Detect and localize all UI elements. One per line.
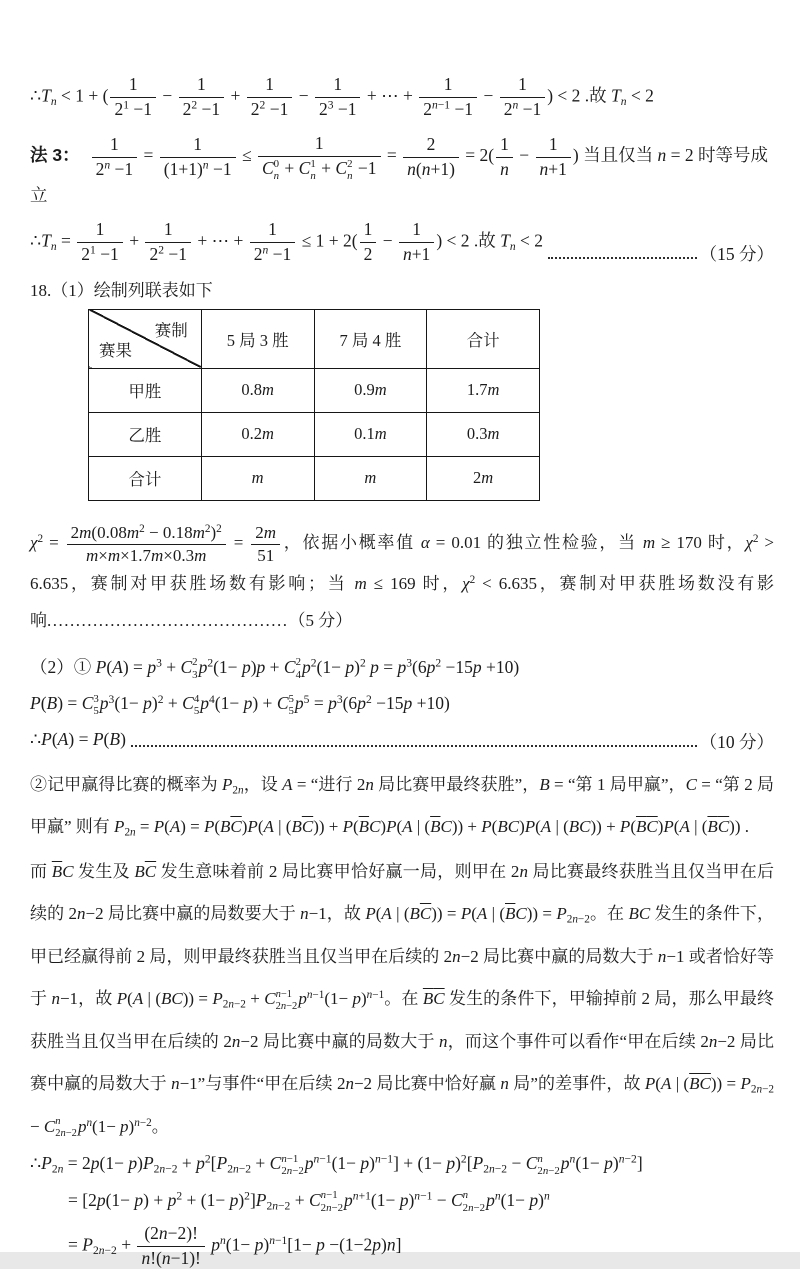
table-cell: 2m (427, 456, 540, 500)
table-header-row (89, 309, 540, 368)
probability-setup-paragraph: ②记甲赢得比赛的概率为 $P_{2n}$，设 A = “进行 2n 局比赛甲最终获胜”，B = “第 1 局甲赢”，C = “第 2 局甲赢” 则有 $P_{2n} = P(A) = P(B\overline{C})P(A$ | $(B\overline{C})) + P(\overline{B}C)P(A$ | $(\overline{B}C)) + P(BC)P(A$ | $(BC)) + P(\overline{B}\overline{C})P(A$ | $(\overline{B}\overline{C})$) . (30, 774, 775, 839)
chi-square-paragraph (30, 523, 774, 640)
dotted-leader (548, 257, 697, 259)
table-cell: 0.3m (427, 412, 540, 456)
table-cell: m (314, 456, 427, 500)
pa-pb-equal-formula: ∴P(A) = P(B) (30, 728, 126, 749)
probability-analysis-paragraph: 而 $\overline{B}C$ 发生及 $B\overline{C}$ 发生意味着前 2 局比赛甲恰好赢一局，则甲在 2n 局比赛最终获胜当且仅当甲在后续的 2n−2 局比赛中赢的局数要大于 n−1，故 P(A | $(B\overline{C})) = P(A$ | $(\overline{B}C)) = P_{2n-2}$。在 BC 发生的条件下，甲已经赢得前 2 局，则甲最终获胜当且仅当甲在后续的 2n−2 局比赛中赢的局数大于 n−1 或者恰好等于 n−1，故 P(A | $(BC)) = P_{2n-2} + C$ n−1 2n−2 $p^{n-1}(1- p)^{n-1}$。在 $\overline{B}\overline{C}$ 发生的条件下，甲输掉前 2 局，那么甲最终获胜当且仅当甲在后续的 2n−2 局比赛中赢的局数大于 n，而这个事件可以看作“甲在后续 2n−2 局比赛中赢的局数大于 n−1”与事件“甲在后续 2n−2 局比赛中恰好赢 n 局”的差事件，故 P(A | $(\overline{B}\overline{C})) = P_{2n-2} - C$ n 2n−2 $p^n(1- p)^{n-2}$。 (30, 861, 775, 1140)
table-header-cell: 5 局 3 胜 (201, 309, 314, 368)
row-label: 甲胜 (89, 368, 202, 412)
formula-pa: （2）① $P(A) = p^3 + C$ 2 3 $p^2(1- p)p + C$ 2 4 $p^2(1- p)^2$ $p = p^3(6p^2 -15p +10)$ (30, 656, 520, 681)
q18-heading: 18.（1）绘制列联表如下 (30, 280, 213, 300)
derivation-line-3: = $P_{2n-2}$ + $\frac{(2n-2)!}{n!(n-1)!}$ $p^n(1- p)^{n-1}[1- p -(1-2p)n]$ (68, 1222, 402, 1268)
table-cell: 0.8m (201, 368, 314, 412)
final-derivation (30, 1150, 774, 1269)
table-cell: 0.9m (314, 368, 427, 412)
formula-pb: P(B) = C 3 5 $p^3(1- p)^2 + C$ 4 5 $p^4(1- p) + C$ 5 5 $p^5 = p^3(6p^2 -15p +10)$ (30, 692, 450, 717)
table-cell: 0.2m (201, 412, 314, 456)
table-cell: 1.7m (427, 368, 540, 412)
formula-pa-pb-conclusion (30, 729, 774, 754)
table-row (89, 368, 540, 412)
formula-method3 (30, 133, 774, 207)
dotted-leader (131, 745, 697, 747)
derivation-line-2: = $[2p(1- p) + p^2 + (1- p)^2]P_{2n-2} + C$ n−1 2n−2 $p^{n+1}(1- p)^{n-1} - C$ n 2n−2 $p^n(1- p)^n$ (68, 1189, 550, 1214)
table-cell: m (201, 456, 314, 500)
table-corner-cell (89, 309, 202, 368)
table-header-cell: 合计 (427, 309, 540, 368)
corner-label-top: 赛制 (154, 320, 188, 340)
table-header-cell: 7 局 4 胜 (314, 309, 427, 368)
score-10: （10 分） (699, 731, 774, 752)
score-5: （5 分） (288, 610, 353, 630)
table-row (89, 412, 540, 456)
row-label: 乙胜 (89, 412, 202, 456)
tn-conclusion-formula: $\therefore T_n$ = $\frac{1}{2^1 -1}$ + $\frac{1}{2^2 -1}$ + ⋯ + $\frac{1}{2^n -1}$ ≤ 1 + 2( $\frac{1}{2}$ − $\frac{1}{n+1}$ ) < 2 .故 $T_n < 2$ (30, 218, 544, 264)
method3-formula: $\frac{1}{2^n -1}$ = $\frac{1}{(1+1)^n -1}$ ≤ 1 C 0 n + C 1 n + C 2 n −1 = $\frac{2}{n(n+1)}$ = 2( $\frac{1}{n}$ − $\frac{1}{n+1}$ ) 当且仅当 n = 2 时等号成立 (30, 132, 768, 205)
formula-tn-conclusion-line (30, 219, 774, 266)
dotted-leader: .......................................... (47, 610, 289, 630)
score-15: （15 分） (699, 243, 774, 264)
contingency-table (88, 309, 540, 501)
formula-tn-upper-bound: $\therefore T_n < 1$ + ( $\frac{1}{2^1 -1}$ − $\frac{1}{2^2 -1}$ + $\frac{1}{2^2 -1}$ − $\frac{1}{2^3 -1}$ + ⋯ + $\frac{1}{2^{n-1} -1}$ − $\frac{1}{2^n -1}$ ) < 2 .故 $T_n < 2$ (30, 74, 654, 119)
table-row (89, 456, 540, 500)
method3-label: 法 3： (30, 145, 80, 166)
row-label: 合计 (89, 456, 202, 500)
chi-square-text: $\chi^2$ = $\frac{2m(0.08m^2 - 0.18m^2)^2}{m\times m\times 1.7m\times 0.3m}$ = $\frac{2m}{51}$ ，依据小概率值 α = 0.01 的独立性检验，当 m ≥ 170 时，$\chi^2 > 6.635$，赛制对甲获胜场数有影响；当 m ≤ 169 时，$\chi^2 < 6.635$，赛制对甲获胜场数没有影响 (30, 522, 775, 630)
corner-label-bottom: 赛果 (99, 340, 132, 360)
table-cell: 0.1m (314, 412, 427, 456)
derivation-line-1: $\therefore P_{2n} = 2p(1- p)P_{2n-2} + p^2[P_{2n-2} + C$ n−1 2n−2 $p^{n-1}(1- p)^{n-1}] + (1- p)^2[P_{2n-2} - C$ n 2n−2 $p^n(1- p)^{n-2}$] (30, 1153, 643, 1178)
